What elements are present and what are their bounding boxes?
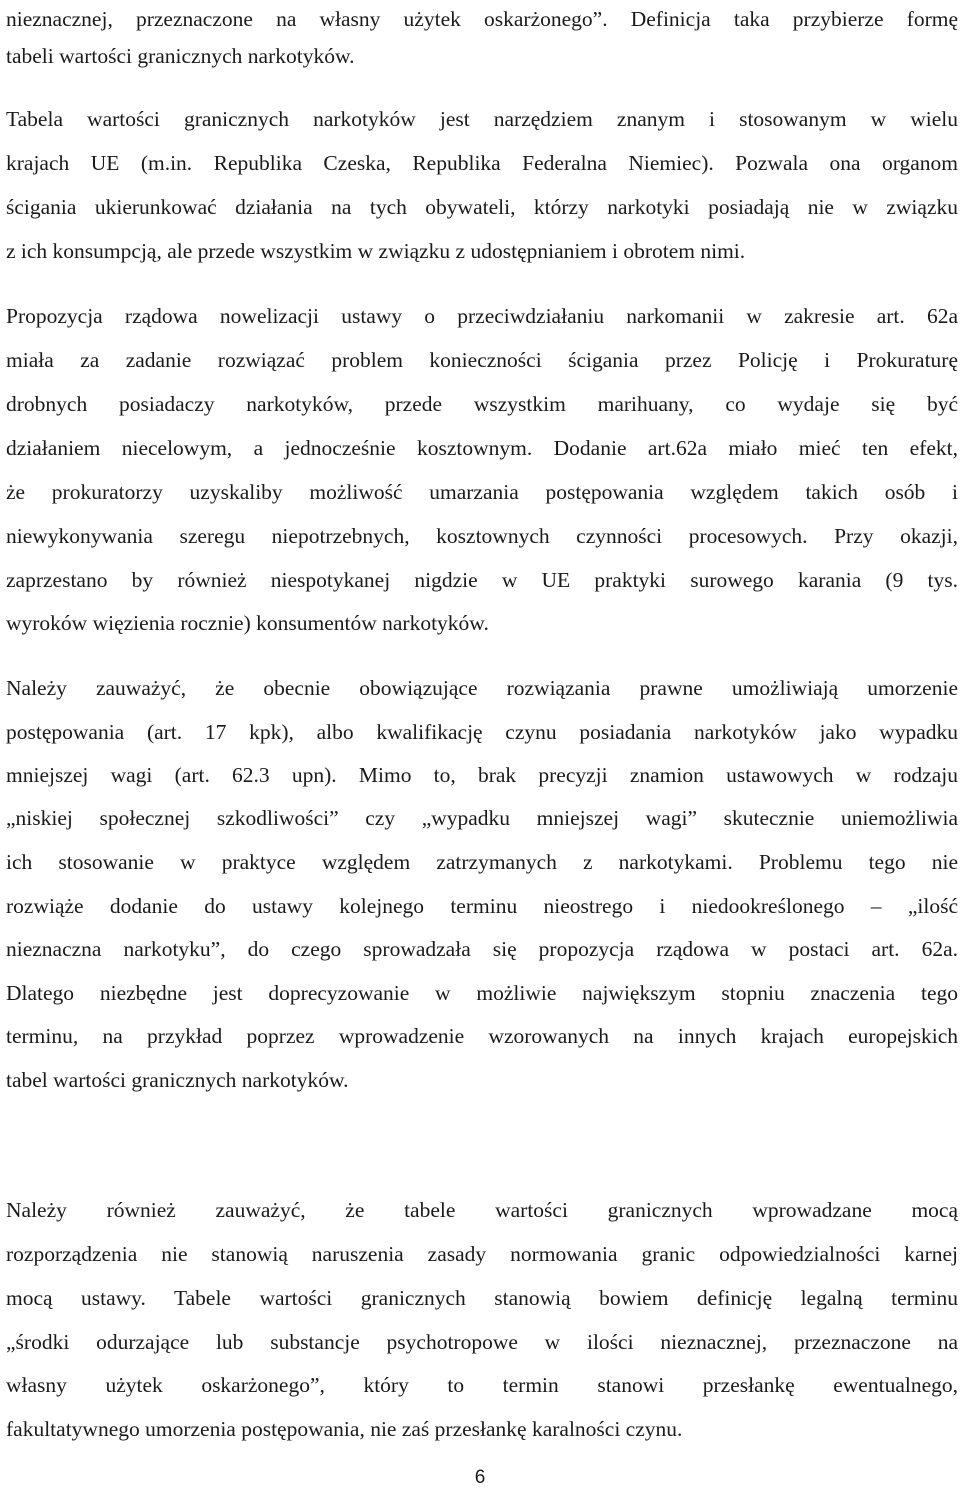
text-line: Propozycja rządowa nowelizacji ustawy o przeciwdziałaniu narkomanii w zakresie art. 62a <box>6 304 958 328</box>
text-line: Dlatego niezbędne jest doprecyzowanie w możliwie największym stopniu znaczenia tego <box>6 981 958 1005</box>
text-line: z ich konsumpcją, ale przede wszystkim w związku z udostępnianiem i obrotem nimi. <box>6 239 746 263</box>
text-line: postępowania (art. 17 kpk), albo kwalifikację czynu posiadania narkotyków jako wypadku <box>6 720 958 744</box>
text-line: mniejszej wagi (art. 62.3 upn). Mimo to, brak precyzji znamion ustawowych w rodzaju <box>6 763 958 787</box>
text-line: rozporządzenia nie stanowią naruszenia zasady normowania granic odpowiedzialności karnej <box>6 1242 958 1266</box>
text-line: terminu, na przykład poprzez wprowadzenie wzorowanych na innych krajach europejskich <box>6 1024 958 1048</box>
text-line: rozwiąże dodanie do ustawy kolejnego terminu nieostrego i niedookreślonego – „ilość <box>6 894 958 918</box>
text-line: własny użytek oskarżonego”, który to termin stanowi przesłankę ewentualnego, <box>6 1373 958 1397</box>
text-line: tabel wartości granicznych narkotyków. <box>6 1068 349 1092</box>
text-line: ścigania ukierunkować działania na tych obywateli, którzy narkotyki posiadają nie w związku <box>6 195 958 219</box>
text-line: ich stosowanie w praktyce względem zatrzymanych z narkotykami. Problemu tego nie <box>6 850 958 874</box>
text-line: nieznacznej, przeznaczone na własny użytek oskarżonego”. Definicja taka przybierze formę <box>6 7 958 31</box>
page-number: 6 <box>474 1467 486 1488</box>
text-line: krajach UE (m.in. Republika Czeska, Republika Federalna Niemiec). Pozwala ona organom <box>6 151 958 175</box>
text-line: fakultatywnego umorzenia postępowania, nie zaś przesłankę karalności czynu. <box>6 1417 683 1441</box>
text-line: drobnych posiadaczy narkotyków, przede wszystkim marihuany, co wydaje się być <box>6 392 958 416</box>
text-line: „środki odurzające lub substancje psychotropowe w ilości nieznacznej, przeznaczone na <box>6 1330 958 1354</box>
text-line: niewykonywania szeregu niepotrzebnych, kosztownych czynności procesowych. Przy okazji, <box>6 524 958 548</box>
text-line: wyroków więzienia rocznie) konsumentów narkotyków. <box>6 611 489 635</box>
text-line: że prokuratorzy uzyskaliby możliwość umarzania postępowania względem takich osób i <box>6 480 958 504</box>
text-line: działaniem niecelowym, a jednocześnie kosztownym. Dodanie art.62a miało mieć ten efekt, <box>6 436 958 460</box>
text-line: miała za zadanie rozwiązać problem konieczności ścigania przez Policję i Prokuraturę <box>6 348 958 372</box>
text-line: Należy zauważyć, że obecnie obowiązujące rozwiązania prawne umożliwiają umorzenie <box>6 676 958 700</box>
text-line: mocą ustawy. Tabele wartości granicznych stanowią bowiem definicję legalną terminu <box>6 1286 958 1310</box>
text-line: zaprzestano by również niespotykanej nigdzie w UE praktyki surowego karania (9 tys. <box>6 568 958 592</box>
text-line: Tabela wartości granicznych narkotyków jest narzędziem znanym i stosowanym w wielu <box>6 107 958 131</box>
text-line: Należy również zauważyć, że tabele wartości granicznych wprowadzane mocą <box>6 1198 958 1222</box>
text-line: „niskiej społecznej szkodliwości” czy „wypadku mniejszej wagi” skutecznie uniemożliwia <box>6 806 958 830</box>
text-line: nieznaczna narkotyku”, do czego sprowadzała się propozycja rządowa w postaci art. 62a. <box>6 937 958 961</box>
text-line: tabeli wartości granicznych narkotyków. <box>6 44 355 68</box>
